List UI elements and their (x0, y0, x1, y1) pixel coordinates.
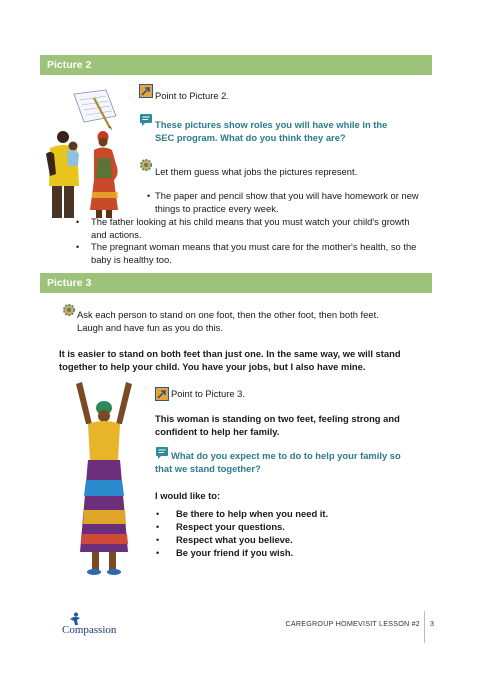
gear-icon (62, 303, 76, 317)
bullet-icon: • (147, 191, 151, 201)
section-header-picture-3 (40, 273, 432, 293)
list-item: • The paper and pencil show that you will have homework or new things to practice every week. (147, 190, 419, 214)
together-statement: It is easier to stand on both feet than just one. In the same way, we will stand together to help your child. You have your jobs, but I also have mine. (59, 348, 401, 372)
guess-instruction: Let them guess what jobs the pictures represent. (155, 166, 358, 177)
point-to-picture-3: Point to Picture 3. (171, 388, 245, 399)
list-item: • The father looking at his child means that you must watch your child's growth and actions. (76, 216, 410, 240)
would-like-heading: I would like to: (155, 490, 221, 501)
speech-icon (139, 113, 153, 127)
father-with-child-image (46, 131, 79, 218)
woman-standing-illustration (62, 380, 146, 580)
picture-2-illustration (44, 88, 132, 220)
page-number: 3 (430, 619, 434, 628)
woman-description: This woman is standing on two feet, feeling strong and confident to help her family. (155, 413, 400, 437)
list-item: • Respect what you believe. (156, 534, 293, 545)
picture-3-question: What do you expect me to do to help your family so that we stand together? (155, 450, 401, 474)
picture-2-question: These pictures show roles you will have while in the SEC program. What do you think they are? (155, 119, 388, 143)
bullet-icon: • (156, 548, 160, 558)
list-item: • Be your friend if you wish. (156, 547, 294, 558)
bullet-icon: • (76, 242, 80, 252)
list-item: • Be there to help when you need it. (156, 508, 329, 519)
bullet-icon: • (156, 535, 160, 545)
bullet-icon: • (156, 522, 160, 532)
gear-icon (139, 158, 153, 172)
section-title: Picture 2 (47, 59, 92, 71)
list-item: • The pregnant woman means that you must care for the mother's health, so the baby is healthy too. (76, 241, 417, 265)
bullet-icon: • (76, 217, 80, 227)
list-item: • Respect your questions. (156, 521, 285, 532)
section-title: Picture 3 (47, 277, 92, 289)
footer-lesson-title: CAREGROUP HOMEVISIT LESSON #2 (285, 619, 420, 628)
point-to-picture-2: Point to Picture 2. (155, 90, 229, 101)
paper-pencil-image (74, 90, 116, 131)
pregnant-woman-image (90, 131, 118, 218)
activity-instruction: Ask each person to stand on one foot, then the other foot, then both feet. Laugh and have fun as you do this. (77, 309, 379, 333)
compassion-logo: Compassion (62, 612, 132, 636)
footer-divider (424, 611, 425, 643)
pointer-icon (139, 84, 153, 98)
pointer-icon (155, 387, 169, 401)
section-header-picture-2 (40, 55, 432, 75)
bullet-icon: • (156, 509, 160, 519)
